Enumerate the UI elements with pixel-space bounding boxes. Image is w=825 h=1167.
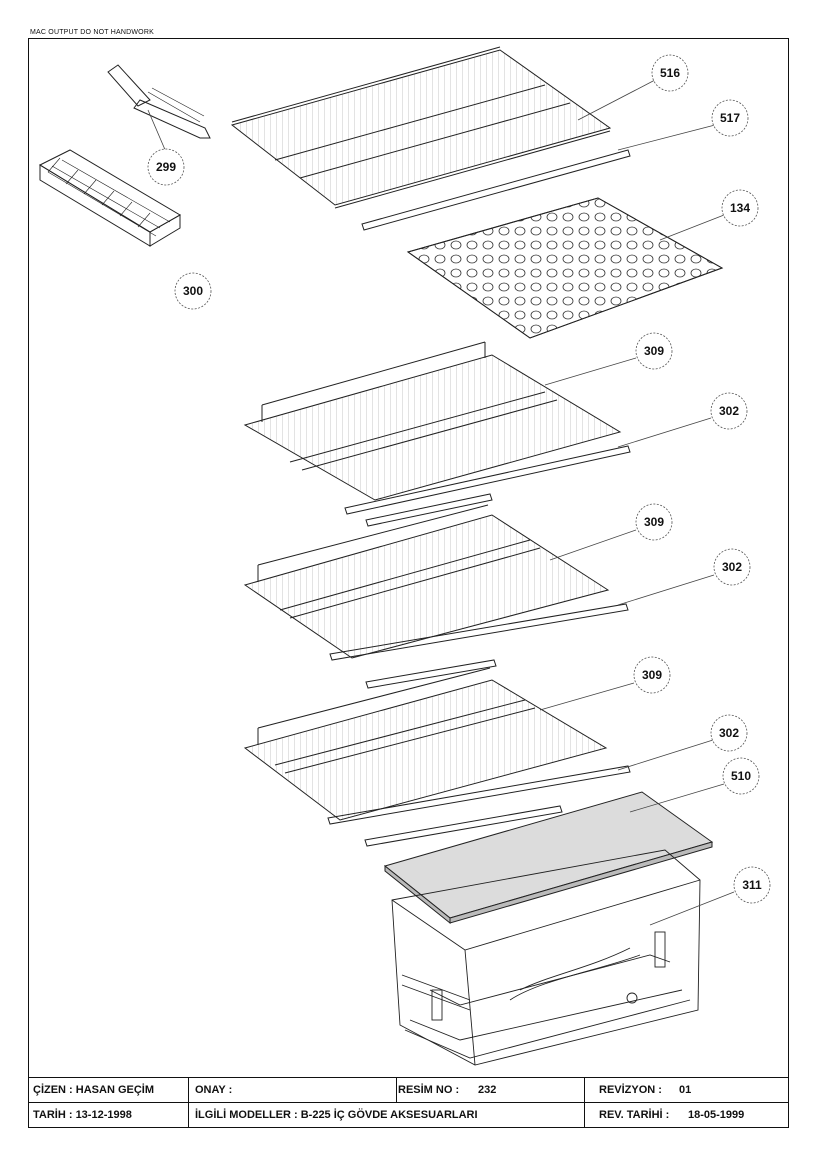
wire-shelf-309-c bbox=[245, 668, 606, 820]
wire-shelf-516 bbox=[232, 47, 610, 208]
title-block-col-divider bbox=[584, 1078, 585, 1128]
title-block-col-divider bbox=[188, 1078, 189, 1128]
svg-text:134: 134 bbox=[729, 201, 751, 215]
callout-299 bbox=[148, 149, 184, 185]
header-note: MAC OUTPUT DO NOT HANDWORK bbox=[30, 29, 154, 36]
revision-label: REVİZYON : bbox=[599, 1084, 662, 1096]
callout-302-a bbox=[711, 393, 747, 429]
callout-302-b bbox=[714, 549, 750, 585]
svg-text:300: 300 bbox=[182, 284, 204, 298]
svg-text:311: 311 bbox=[742, 878, 762, 892]
callout-517 bbox=[712, 100, 748, 136]
date: TARİH : 13-12-1998 bbox=[33, 1109, 132, 1121]
revision-date: 18-05-1999 bbox=[688, 1109, 745, 1121]
svg-text:510: 510 bbox=[730, 769, 752, 783]
title-block-divider bbox=[28, 1102, 789, 1103]
callout-510 bbox=[723, 758, 759, 794]
wire-shelf-309-b bbox=[245, 505, 608, 658]
callout-309-c bbox=[634, 657, 670, 693]
callout-516 bbox=[652, 55, 688, 91]
svg-text:309: 309 bbox=[641, 668, 663, 682]
title-block bbox=[28, 1077, 789, 1128]
svg-text:309: 309 bbox=[643, 344, 665, 358]
revision-date-label: REV. TARİHİ : bbox=[599, 1109, 670, 1121]
drawn-by: ÇİZEN : HASAN GEÇİM bbox=[33, 1084, 154, 1096]
callout-311 bbox=[734, 867, 770, 903]
drawing-number-label: RESİM NO : bbox=[398, 1084, 460, 1096]
related-models: İLGİLİ MODELLER : B-225 İÇ GÖVDE AKSESUARLARI bbox=[195, 1109, 478, 1121]
svg-text:516: 516 bbox=[659, 66, 681, 80]
callout-309-b bbox=[636, 504, 672, 540]
callout-302-c bbox=[711, 715, 747, 751]
svg-text:517: 517 bbox=[719, 111, 741, 125]
callout-134 bbox=[722, 190, 758, 226]
glass-shelf-510 bbox=[385, 792, 712, 923]
svg-text:302: 302 bbox=[718, 726, 740, 740]
approval: ONAY : bbox=[195, 1084, 233, 1096]
perforated-plate-134 bbox=[408, 198, 722, 338]
svg-text:302: 302 bbox=[721, 560, 743, 574]
ice-scraper-part bbox=[108, 65, 210, 138]
callout-300 bbox=[175, 273, 211, 309]
wire-shelf-309-a bbox=[245, 342, 620, 500]
title-block-col-divider bbox=[396, 1078, 397, 1102]
svg-text:299: 299 bbox=[155, 160, 177, 174]
svg-text:309: 309 bbox=[643, 515, 665, 529]
svg-text:302: 302 bbox=[718, 404, 740, 418]
revision-number: 01 bbox=[679, 1084, 692, 1096]
drawing-number: 232 bbox=[478, 1084, 497, 1096]
callout-309-a bbox=[636, 333, 672, 369]
